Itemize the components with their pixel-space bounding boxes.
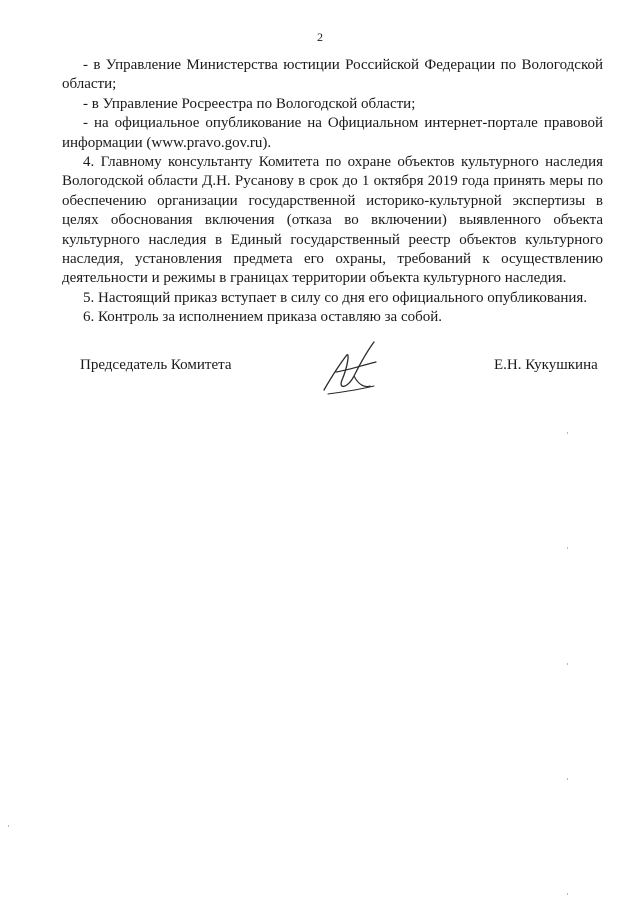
paragraph-publication: - на официальное опубликование на Официальном интернет-портале правовой информации (www.pravo.gov.ru). — [62, 115, 603, 151]
paragraph-rosreestr: - в Управление Росреестра по Вологодской области; — [83, 95, 416, 112]
scan-speck — [567, 893, 568, 895]
paragraph-item-5: 5. Настоящий приказ вступает в силу со дня его официального опубликования. — [83, 289, 588, 306]
document-body — [62, 56, 603, 328]
scan-speck — [567, 778, 568, 780]
paragraph-item-6: 6. Контроль за исполнением приказа оставляю за собой. — [83, 309, 443, 326]
signatory-title: Председатель Комитета — [80, 357, 232, 373]
paragraph-justice-ministry: - в Управление Министерства юстиции Российской Федерации по Вологодской области; — [62, 57, 603, 93]
page-number: 2 — [317, 30, 323, 44]
handwritten-signature — [318, 336, 388, 400]
scan-speck — [567, 663, 568, 665]
scan-speck — [8, 825, 9, 827]
scan-speck — [567, 547, 568, 549]
paragraph-item-4: 4. Главному консультанту Комитета по охране объектов культурного наследия Вологодской области Д.Н. Русанову в срок до 1 октября 2019 года принять меры по обеспечению организации государственной историко-культурной экспертизы в целях обоснования включения (отказа во включении) выявленного объекта культурного наследия в Единый государственный реестр объектов культурного наследия, установления предмета его охраны, требований к осуществлению деятельности и режимы в границах территории объекта культурного наследия. — [62, 154, 603, 287]
scan-speck — [567, 432, 568, 434]
signatory-name: Е.Н. Кукушкина — [494, 357, 598, 373]
